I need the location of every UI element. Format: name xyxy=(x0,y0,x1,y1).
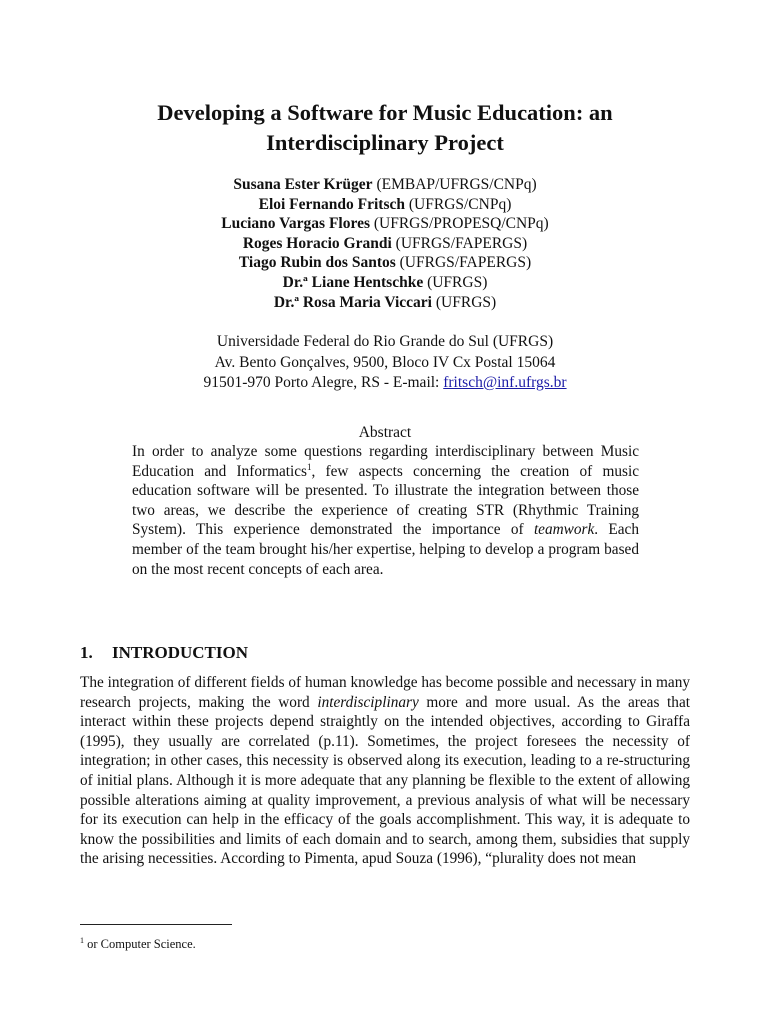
section-title: INTRODUCTION xyxy=(112,643,249,662)
institution-contact xyxy=(80,373,690,394)
author-name: Susana Ester Krüger xyxy=(233,176,373,193)
institution-name: Universidade Federal do Rio Grande do Sul (UFRGS) xyxy=(216,333,554,350)
abstract-heading: Abstract xyxy=(358,424,412,441)
section-heading xyxy=(80,642,248,664)
section-number: 1. xyxy=(80,643,93,662)
email-link[interactable]: fritsch@inf.ufrgs.br xyxy=(443,374,567,391)
author-affiliation: (UFRGS) xyxy=(427,273,488,291)
institution-block xyxy=(80,332,690,394)
author-name: Eloi Fernando Fritsch xyxy=(258,195,405,213)
footnote-text: or Computer Science. xyxy=(84,937,196,952)
author-entry xyxy=(80,273,690,293)
author-affiliation: (UFRGS/FAPERGS) xyxy=(399,254,532,272)
author-name: Luciano Vargas Flores xyxy=(221,215,370,233)
institution-address: Av. Bento Gonçalves, 9500, Bloco IV Cx Postal 15064 xyxy=(214,353,556,371)
abstract-text-part: , few aspects concerning the creation of music education software will be presented. To illustrate the integration between those two areas, we describe the experience of creating STR (Rhythmic Training System). This experience demonstrated the importance of xyxy=(132,462,639,539)
author-entry xyxy=(80,214,690,234)
author-affiliation: (UFRGS/FAPERGS) xyxy=(395,234,528,252)
author-affiliation: (UFRGS) xyxy=(435,293,497,311)
author-entry xyxy=(80,293,690,313)
paragraph-emphasis: interdisciplinary xyxy=(317,693,419,711)
paragraph-text-part: more and more usual. As the areas that interact within these projects depend straightly on the intended objectives, according to Giraffa (1995), they usually are correlated (p.11). Sometimes, the project foresees the necessity of integration; in other cases, this necessity is observed along its execution, leading to a re-structuring of initial plans. Although it is more adequate that any planning be flexible to the extent of allowing possible alterations aiming at quality improvement, a previous analysis of what will be necessary for its execution can help in the efficacy of the goals accomplishment. This way, it is adequate to know the possibilities and limits of each domain and to search, among them, subsidies that supply the arising necessities. According to Pimenta, apud Souza (1996), “plurality does not mean xyxy=(80,693,690,868)
footnote-number: 1 xyxy=(80,936,84,945)
author-list xyxy=(80,175,690,312)
paragraph-text-part: The integration of different fields of human knowledge has become possible and necessary in many research projects, making the word xyxy=(80,674,690,711)
author-affiliation: (UFRGS/CNPq) xyxy=(408,195,512,213)
author-affiliation: (EMBAP/UFRGS/CNPq) xyxy=(376,176,537,193)
author-name: Dr.ª Liane Hentschke xyxy=(282,273,424,291)
abstract-emphasis: teamwork xyxy=(533,521,595,539)
author-entry xyxy=(80,175,690,195)
abstract-text-part: In order to analyze some questions regarding interdisciplinary between Music Education and Informatics xyxy=(132,443,639,480)
introduction-paragraph xyxy=(80,673,690,869)
abstract-text xyxy=(132,442,639,579)
author-name: Tiago Rubin dos Santos xyxy=(238,254,396,272)
paper-title: Developing a Software for Music Education: an Interdisciplinary Project xyxy=(157,100,613,155)
author-entry xyxy=(80,253,690,273)
footnote-marker: 1 xyxy=(307,461,312,472)
footnote-divider xyxy=(80,924,232,925)
author-name: Dr.ª Rosa Maria Viccari xyxy=(273,293,432,311)
author-affiliation: (UFRGS/PROPESQ/CNPq) xyxy=(373,215,549,233)
author-name: Roges Horacio Grandi xyxy=(242,234,392,252)
author-entry xyxy=(80,234,690,254)
footnote xyxy=(80,933,196,952)
postal-city: 91501-970 Porto Alegre, RS - E-mail: xyxy=(203,374,444,391)
author-entry xyxy=(80,195,690,215)
abstract-text-part: . Each member of the team brought his/her expertise, helping to develop a program based on the most recent concepts of each area. xyxy=(132,521,639,578)
